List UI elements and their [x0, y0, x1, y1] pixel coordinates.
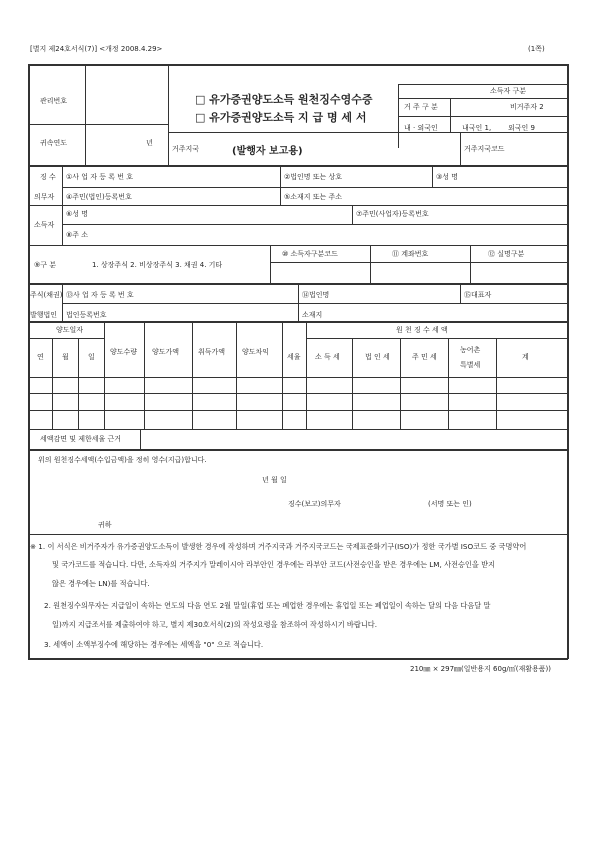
note-2a: 2. 원천징수의무자는 지급일이 속하는 연도의 다음 연도 2월 말일(휴업 또는 폐업한 경우에는 휴업일 또는 폐업일이 속하는 달의 다음 다음달 말: [44, 601, 491, 610]
earner-reg-no-label: ⑦주민(사업자)등록번호: [356, 210, 429, 218]
nationality-label: 내 · 외국인: [404, 124, 438, 132]
signer-label: 징수(보고)의무자: [288, 500, 341, 508]
note-2b: 일)까지 지급조서를 제출하여야 하고, 별지 제30호서식(2)의 작성요령을 참조하여 작성하시기 바랍니다.: [52, 620, 377, 629]
issuer-business-no-label: ⑬사 업 자 등 록 번 호: [66, 291, 134, 299]
col-rural-tax-2: 특별세: [460, 361, 481, 369]
earner-name-label: ⑥성 명: [66, 210, 89, 218]
real-name-type-label: ⑫ 실명구분: [488, 250, 525, 258]
reduction-basis-label: 세액감면 및 제한세율 근거: [40, 435, 122, 443]
belong-year-label: 귀속연도: [40, 139, 68, 147]
title-receipt: □ 유가증권양도소득 원천징수영수증: [195, 93, 373, 106]
representative-name-label: ③성 명: [436, 173, 459, 181]
col-corporate-tax: 법 인 세: [365, 353, 390, 361]
category-options: 1. 상장주식 2. 비상장주식 3. 채권 4. 기타: [92, 261, 223, 269]
account-number-label: ⑪ 계좌번호: [392, 250, 429, 258]
withholder-label-2: 의무자: [34, 193, 55, 201]
title-statement: □ 유가증권양도소득 지 급 명 세 서: [195, 111, 367, 124]
nationality-value-1: 내국인 1,: [462, 124, 492, 132]
nationality-value-2: 외국인 9: [508, 124, 535, 132]
recipient-honorific: 귀하: [98, 521, 112, 529]
col-local-tax: 주 민 세: [412, 353, 437, 361]
col-gain: 양도차익: [242, 348, 270, 356]
issuer-name-label: ⑭법인명: [302, 291, 330, 299]
col-income-tax: 소 득 세: [315, 353, 340, 361]
note-3: 3. 세액이 소액부징수에 해당하는 경우에는 세액을 "0" 으로 적습니다.: [44, 640, 264, 649]
col-quantity: 양도수량: [110, 348, 138, 356]
withholder-label-1: 징 수: [40, 173, 56, 181]
page-number: (1쪽): [528, 45, 545, 53]
title-sub: (발행자 보고용): [232, 146, 303, 157]
management-number-label: 관리번호: [40, 97, 68, 105]
issuer-label-2: 발행법인: [30, 311, 58, 319]
business-reg-no-label: ①사 업 자 등 록 번 호: [66, 173, 133, 181]
issuer-label-1: 주식(채권): [30, 291, 63, 299]
country-label: 거주지국: [172, 145, 200, 153]
col-rural-tax-1: 농어촌: [460, 346, 481, 354]
resident-reg-no-label: ④주민(법인)등록번호: [66, 193, 132, 201]
col-total: 계: [522, 353, 529, 361]
issuer-corp-no-label: 법인등록번호: [66, 311, 107, 319]
note-1c: 않은 경우에는 LN)를 적습니다.: [52, 579, 150, 588]
col-year: 연: [37, 353, 44, 361]
col-transfer-date: 양도일자: [56, 326, 84, 334]
date-line: 년 월 일: [262, 476, 287, 484]
col-month: 월: [62, 353, 69, 361]
col-acquisition-cost: 취득가액: [198, 348, 226, 356]
issuer-representative-label: ⑮대표자: [464, 291, 492, 299]
category-label: ⑨구 분: [34, 261, 57, 269]
issuer-location-label: 소재지: [302, 311, 323, 319]
address-label: ⑤소재지 또는 주소: [284, 193, 343, 201]
country-code-label: 거주지국코드: [464, 145, 505, 153]
earner-label: 소득자: [34, 221, 55, 229]
form-reference: [별지 제24호서식(7)] <개정 2008.4.29>: [30, 45, 163, 53]
earner-code-label: ⑩ 소득자구분코드: [282, 250, 338, 258]
col-tax-rate: 세율: [287, 353, 301, 361]
col-withheld-tax: 원 천 징 수 세 액: [396, 326, 448, 334]
company-name-label: ②법인명 또는 상호: [284, 173, 343, 181]
signature-mark: (서명 또는 인): [428, 500, 472, 508]
paper-spec: 210㎜ × 297㎜(일반용지 60g/㎡(재활용품)): [410, 665, 551, 673]
residence-value: 비거주자 2: [510, 103, 544, 111]
note-1b: 및 국가코드를 적습니다. 다만, 소득자의 거주지가 말레이시아 라부안인 경우에는 라부안 코드(사전승인을 받은 경우에는 LM, 사전승인을 받지: [52, 560, 495, 569]
col-transfer-price: 양도가액: [152, 348, 180, 356]
confirmation-statement: 위의 원천징수세액(수입금액)을 정히 영수(지급)합니다.: [38, 456, 207, 464]
year-unit: 년: [146, 139, 153, 147]
residence-label: 거 주 구 분: [404, 103, 438, 111]
earner-address-label: ⑧주 소: [66, 231, 89, 239]
note-1a: ※ 1. 이 서식은 비거주자가 유가증권양도소득이 발생한 경우에 작성하며 거주지국과 거주지국코드는 국제표준화기구(ISO)가 정한 국가별 ISO코드 중 국명약어: [30, 542, 527, 551]
earner-type-label: 소득자 구분: [490, 87, 527, 95]
col-day: 일: [88, 353, 95, 361]
